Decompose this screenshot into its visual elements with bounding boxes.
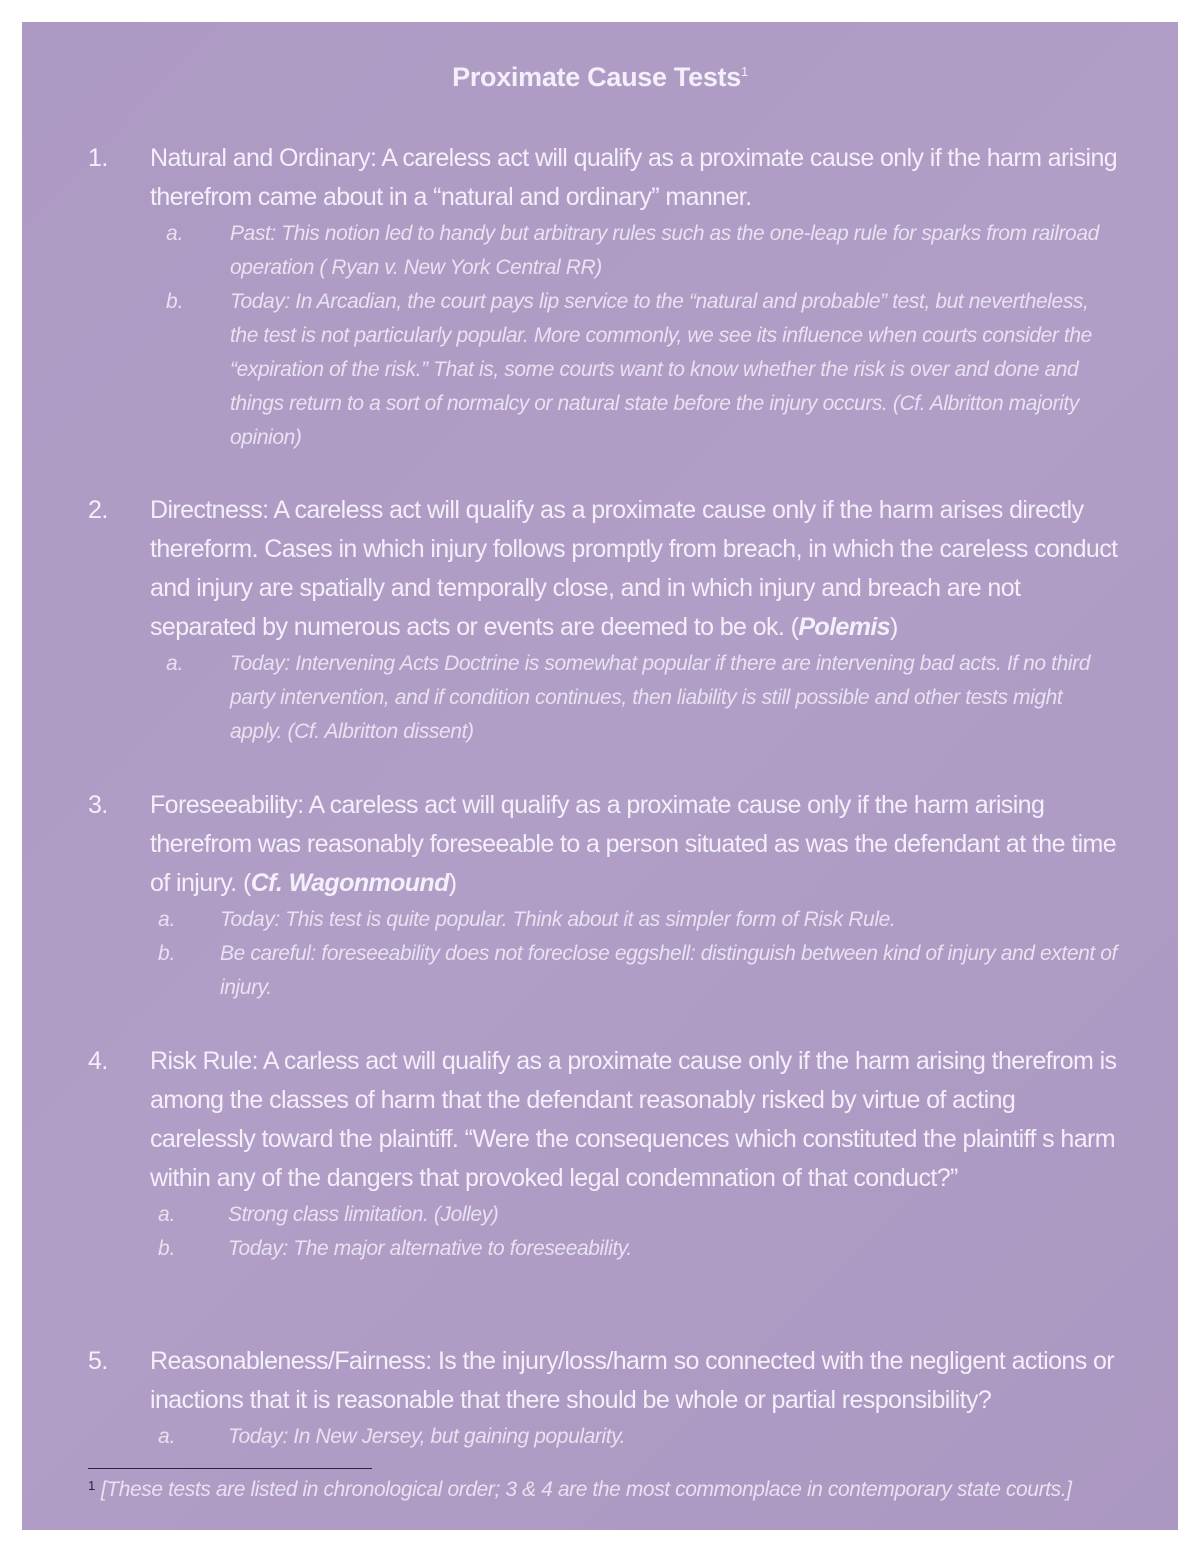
item-number: 4.	[88, 1047, 108, 1075]
title-text: Proximate Cause Tests	[452, 62, 741, 92]
footnote-separator	[88, 1468, 372, 1469]
sub-letter: b.	[158, 1237, 176, 1260]
list-item-2	[88, 491, 1118, 749]
sub-text: Today: The major alternative to foreseeability.	[228, 1237, 632, 1260]
sub-item	[158, 937, 1118, 1005]
item-number: 2.	[88, 496, 108, 524]
sub-letter: a.	[166, 222, 184, 245]
item-text: Risk Rule: A carless act will qualify as a proximate cause only if the harm arising therefrom is among the classes of harm that the defendant reasonably risked by virtue of acting carelessly toward the plaintiff. “Were the consequences which constituted the plaintiff s harm within any of the dangers that provoked legal condemnation of that conduct?”	[150, 1047, 1117, 1192]
sub-text: Today: In Arcadian, the court pays lip service to the “natural and probable” test, but nevertheless, the test is not particularly popular. More commonly, we see its influence when courts consider the “expiration of the risk.” That is, some courts want to know whether the risk is over and done and things return to a sort of normalcy or natural state before the injury occurs. (Cf. Albritton majority opinion)	[230, 290, 1092, 449]
sub-text: Today: This test is quite popular. Think about it as simpler form of Risk Rule.	[220, 908, 896, 931]
list-item-1	[88, 139, 1118, 455]
item-text: Natural and Ordinary: A careless act will qualify as a proximate cause only if the harm arising therefrom came about in a “natural and ordinary” manner.	[150, 144, 1118, 211]
document-page	[22, 22, 1178, 1530]
footnote-text: [These tests are listed in chronological order; 3 & 4 are the most commonplace in contemporary state courts.]	[100, 1478, 1072, 1501]
sub-item	[158, 1420, 1118, 1454]
item-text	[150, 491, 1118, 647]
sub-text: Today: In New Jersey, but gaining popularity.	[228, 1425, 626, 1448]
item-text-main: Directness: A careless act will qualify as a proximate cause only if the harm arises directly thereform. Cases in which injury follows promptly from breach, in which the careless conduct and injury are spatially and temporally close, and in which injury and breach are not separated by numerous acts or events are deemed to be ok. (	[150, 496, 1118, 641]
title-footnote-mark: 1	[740, 64, 748, 79]
sub-item	[166, 217, 1118, 285]
sub-letter: a.	[158, 1425, 176, 1448]
item-text-close: )	[890, 613, 898, 641]
footnote-mark: 1	[88, 1478, 95, 1493]
item-number: 5.	[88, 1347, 108, 1375]
item-text	[150, 786, 1118, 903]
sub-text: Past: This notion led to handy but arbitrary rules such as the one-leap rule for sparks from railroad operation ( Ryan v. New York Central RR)	[230, 222, 1099, 279]
sub-letter: a.	[158, 908, 176, 931]
list-item-5	[88, 1342, 1118, 1454]
sub-item	[166, 285, 1118, 455]
list-item-3	[88, 786, 1118, 1005]
sub-letter: a.	[166, 652, 184, 675]
item-text-close: )	[448, 869, 457, 897]
page-title	[22, 62, 1178, 93]
sub-letter: b.	[166, 290, 184, 313]
sub-list	[166, 647, 1118, 749]
footnote	[88, 1478, 1072, 1502]
item-text: Reasonableness/Fairness: Is the injury/loss/harm so connected with the negligent actions or inactions that it is reasonable that there should be whole or partial responsibility?	[150, 1347, 1115, 1414]
sub-item	[158, 1232, 1118, 1266]
item-number: 1.	[88, 144, 108, 172]
sub-item	[166, 647, 1118, 749]
item-text-main: Foreseeability: A careless act will qualify as a proximate cause only if the harm arising therefrom was reasonably foreseeable to a person situated as was the defendant at the time of injury. (	[150, 791, 1117, 897]
sub-letter: a.	[158, 1203, 176, 1226]
sub-item	[158, 903, 1118, 937]
item-number: 3.	[88, 791, 108, 819]
sub-text: Be careful: foreseeability does not foreclose eggshell: distinguish between kind of injury and extent of injury.	[220, 942, 1117, 999]
list-item-4	[88, 1042, 1118, 1266]
sub-list	[158, 1420, 1118, 1454]
sub-list	[166, 217, 1118, 455]
sub-text: Strong class limitation. (Jolley)	[228, 1203, 499, 1226]
sub-list	[158, 903, 1118, 1005]
sub-letter: b.	[158, 942, 176, 965]
sub-text: Today: Intervening Acts Doctrine is somewhat popular if there are intervening bad acts. If no third party intervention, and if condition continues, then liability is still possible and other tests might apply. (Cf. Albritton dissent)	[230, 652, 1090, 743]
case-name: Cf. Wagonmound	[250, 869, 449, 897]
case-name: Polemis	[798, 613, 891, 641]
sub-list	[158, 1198, 1118, 1266]
sub-item	[158, 1198, 1118, 1232]
